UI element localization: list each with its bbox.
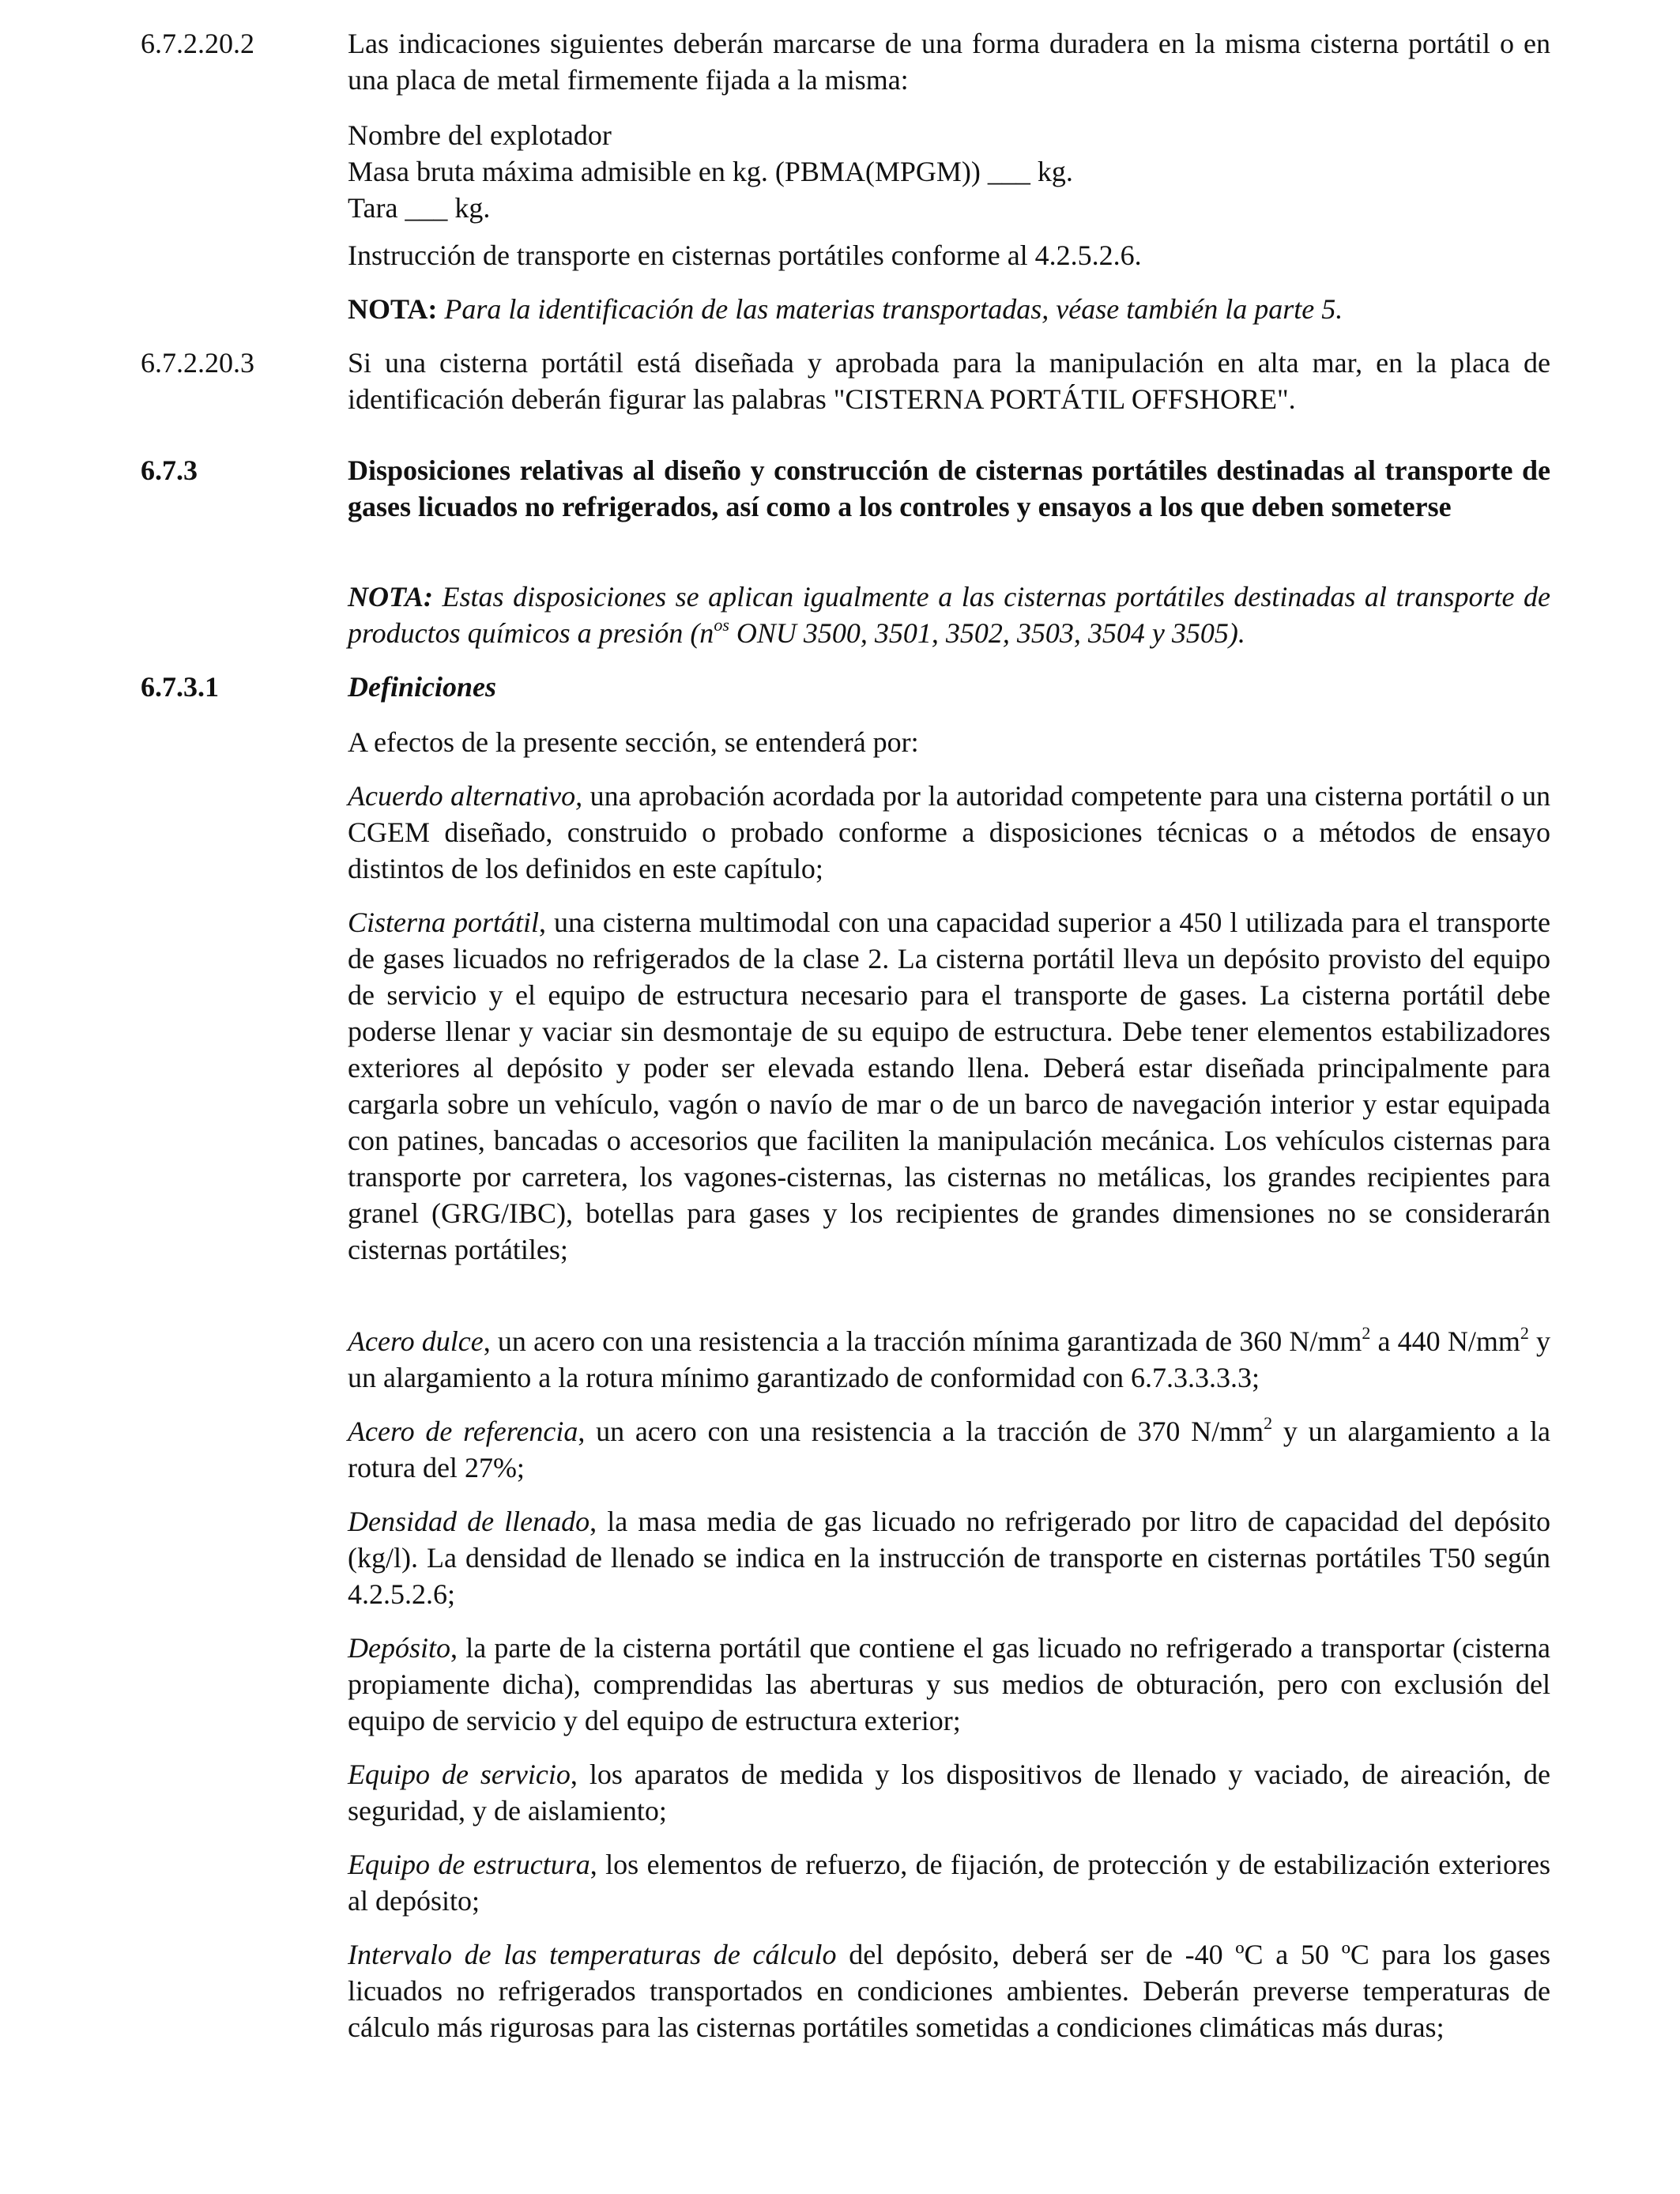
section-heading: Definiciones — [348, 671, 496, 703]
definition-term: Acero de referencia — [348, 1416, 578, 1447]
definition-text: , una cisterna multimodal con una capacidad superior a 450 l utilizada para el transporte de gases licuados no refrigerados de la clase 2. La cisterna portátil lleva un depósito provisto del equipo de servicio y el equipo de estructura necesario para el transporte de gases. La cisterna portátil debe poderse llenar y vaciar sin desmontaje de su equipo de estructura. Debe tener elementos estabilizadores exteriores al depósito y poder ser elevada estando llena. Deberá estar diseñada principalmente para cargarla sobre un vehículo, vagón o navío de mar o de un barco de navegación interior y estar equipada con patines, bancadas o accesorios que faciliten la manipulación mecánica. Los vehículos cisternas para transporte por carretera, los vagones-cisternas, las cisternas no metálicas, los grandes recipientes para granel (GRG/IBC), botellas para gases y los recipientes de grandes dimensiones no se considerarán cisternas portátiles; — [348, 907, 1550, 1265]
definition-text: , los aparatos de medida y los dispositivos de llenado y vaciado, de aireación, de seguridad, y de aislamiento; — [348, 1759, 1550, 1826]
paragraph-text: Instrucción de transporte en cisternas portátiles conforme al 4.2.5.2.6. — [348, 239, 1142, 271]
definition-term: Depósito — [348, 1632, 450, 1664]
definition — [348, 1756, 1550, 1829]
definition-term: Equipo de servicio — [348, 1759, 571, 1790]
definition — [348, 1846, 1550, 1919]
definition-term: Intervalo de las temperaturas de cálculo — [348, 1939, 837, 1970]
list-item: Nombre del explotador — [348, 119, 612, 151]
definition-term: Acuerdo alternativo, — [348, 780, 583, 812]
definition — [348, 904, 1550, 1268]
definition-text: , los elementos de refuerzo, de fijación, de protección y de estabilización exteriores al depósito; — [348, 1849, 1551, 1917]
definition — [348, 778, 1550, 887]
note — [348, 291, 1550, 327]
list-item: Tara ___ kg. — [348, 192, 491, 224]
list-item: Masa bruta máxima admisible en kg. (PBMA(MPGM)) ___ kg. — [348, 156, 1073, 187]
definition-text: una aprobación acordada por la autoridad competente para una cisterna portátil o un CGEM diseñado, construido o probado conforme a disposiciones técnicas o a métodos de ensayo distintos de los definidos en este capítulo; — [348, 780, 1550, 884]
note-label: NOTA: — [348, 581, 433, 613]
definition-term: Acero dulce — [348, 1325, 484, 1357]
note-text: Estas disposiciones se aplican igualmente a las cisternas portátiles destinadas al transporte de productos químicos a presión ($n^{os}$ ONU 3500, 3501, 3502, 3503, 3504 y 3505). — [348, 581, 1551, 649]
note-text: Para la identificación de las materias transportadas, véase también la parte 5. — [444, 293, 1343, 325]
definition-text: , la parte de la cisterna portátil que contiene el gas licuado no refrigerado a transportar (cisterna propiamente dicha), comprendidas las aberturas y sus medios de obturación, pero con exclusión del equipo de servicio y del equipo de estructura exterior; — [348, 1632, 1550, 1736]
section-heading: Disposiciones relativas al diseño y construcción de cisternas portátiles destinadas al transporte de gases licuados no refrigerados, así como a los controles y ensayos a los que deben someterse — [348, 454, 1550, 522]
marking-list — [348, 117, 1550, 226]
paragraph-text: Las indicaciones siguientes deberán marcarse de una forma duradera en la misma cisterna portátil o en una placa de metal firmemente fijada a la misma: — [348, 28, 1550, 96]
section-number: 6.7.3 — [141, 454, 198, 486]
definition-term: Equipo de estructura — [348, 1849, 590, 1880]
section-number: 6.7.3.1 — [141, 671, 219, 703]
paragraph-text: Si una cisterna portátil está diseñada y aprobada para la manipulación en alta mar, en la placa de identificación deberán figurar las palabras "CISTERNA PORTÁTIL OFFSHORE". — [348, 347, 1550, 415]
definition — [348, 1503, 1550, 1612]
definition-term: Densidad de llenado — [348, 1506, 590, 1537]
note — [348, 579, 1550, 651]
paragraph-text: A efectos de la presente sección, se entenderá por: — [348, 726, 919, 758]
definition: Acero dulce, un acero con una resistencia a la tracción mínima garantizada de 360 $N/mm^2$ a 440 $N/mm^2$ y un alargamiento a la rotura mínimo garantizado de conformidad con 6.7.3.3.3.3; — [348, 1323, 1551, 1393]
definition — [348, 1630, 1550, 1739]
definition-text: del depósito, deberá ser de -40 ºC a 50 ºC para los gases licuados no refrigerados transportados en condiciones ambientes. Deberán preverse temperaturas de cálculo más rigurosas para las cisternas portátiles sometidas a condiciones climáticas más duras; — [348, 1939, 1550, 2043]
section-number: 6.7.2.20.2 — [141, 28, 254, 59]
definition — [348, 1936, 1550, 2045]
note-label: NOTA: — [348, 293, 438, 325]
section-number: 6.7.2.20.3 — [141, 347, 254, 379]
section-paragraph — [348, 25, 1550, 98]
definition: Acero de referencia, un acero con una resistencia a la tracción de 370 $N/mm^2$ y un alargamiento a la rotura del 27%; — [348, 1413, 1550, 1483]
definition-term: Cisterna portátil — [348, 907, 539, 938]
definition-text: , la masa media de gas licuado no refrigerado por litro de capacidad del depósito (kg/l). La densidad de llenado se indica en la instrucción de transporte en cisternas portátiles T50 según 4.2.5.2.6; — [348, 1506, 1550, 1610]
